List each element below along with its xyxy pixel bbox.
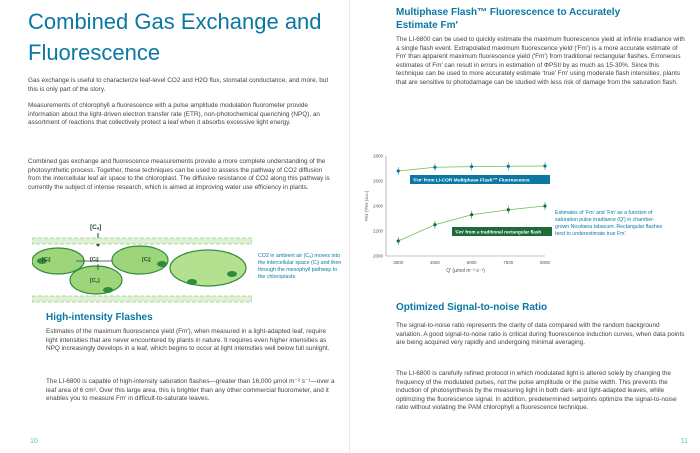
mesophyll-cell — [170, 250, 246, 286]
page-title: Combined Gas Exchange and Fluorescence — [28, 9, 322, 65]
y-tick-label: 2000 — [372, 253, 383, 259]
y-tick-label: 2800 — [372, 153, 383, 159]
x-tick-label: 6000 — [466, 260, 477, 265]
flashes-paragraph-1: Estimates of the maximum fluorescence yield (Fm′), when measured in a light-adapted leaf, require light intensities that are never encountered by plants in nature. It requires even higher intensities as NPQ increasingly develops in a leaf, which begins to occur at light intensities well below full sunlight. — [46, 328, 330, 352]
intro-paragraph-2: Measurements of chlorophyll a fluorescence with a pulse amplitude modulation fluorometer provide information about the light-driven electron transfer rate (ETR), non-photochemical quenching (NPQ), an assortment of reactions that collectively protect a leaf when it absorbs excessive light energy. — [28, 102, 320, 126]
ci-label-2: [Cᵢ] — [90, 257, 99, 263]
y-tick-label: 2200 — [372, 228, 383, 234]
signal-noise-paragraph-1: The signal-to-noise ratio represents the clarity of data compared with the random background variation. A good signal-to-noise ratio is critical during fluorescence induction curves, when data points are being acquired very rapidly and undergoing minimal averaging. — [396, 322, 685, 346]
page-number-left: 10 — [30, 438, 38, 445]
section-heading-multiphase: Multiphase Flash™ Fluorescence to Accurately Estimate Fm′ — [396, 7, 621, 31]
x-tick-label: 4500 — [429, 260, 440, 265]
signal-noise-paragraph-2: The LI-6800 is carefully refined protocol in which modulated light is altered solely by changing the frequency of the modulated pulses, not the pulse amplitude or the pulse width. This prevents the induction of photosynthesis by the measuring light in both dark- and light-adapted leaves, while optimizing the fluorescence signal. In addition, predetermined setpoints optimize the signal-to-noise ratio without violating the PAM chlorophyll a fluorescence technique. — [396, 370, 677, 411]
data-point — [470, 165, 473, 168]
chloroplast — [157, 261, 167, 267]
data-point — [397, 169, 400, 172]
data-point — [507, 165, 510, 168]
upper-epidermis — [32, 238, 252, 244]
multiphase-paragraph: The LI-6800 can be used to quickly estimate the maximum fluorescence yield at infinite irradiance with a single flash event. Extrapolated maximum fluorescence yield (′Fm′) is a more accurate estimate of Fm′ than apparent maximum fluorescence yield (′Fm′) from traditional rectangular flashes. Erroneous estimates of Fm′ can result in errors in estimation of ΦPSII by as much as 15-30%. Since this technique can be used to more accurately estimate ‘true’ Fm′ using moderate flash intensities, plants that are sensitive to photodamage can be studied with less risk of damage from the saturation flash. — [396, 36, 685, 86]
chloroplast — [227, 271, 237, 277]
data-point — [433, 223, 436, 226]
x-tick-label: 9000 — [539, 260, 551, 265]
page-number-right: 11 — [680, 438, 688, 445]
y-tick-label: 2600 — [372, 178, 383, 184]
ambient-co2-label: [Cₐ] — [90, 224, 102, 231]
lower-epidermis — [32, 296, 252, 302]
series-label: ′Fm′ from LI-COR Multiphase Flash™ Fluorescence — [413, 178, 530, 184]
data-point — [433, 166, 436, 169]
y-axis-label: ′Fm′ (′Fm′ (a.u.) — [364, 190, 369, 222]
data-point — [543, 204, 546, 207]
x-axis-label: Q′ (µmol m⁻² s⁻¹) — [446, 268, 485, 274]
intro-paragraph-1: Gas exchange is useful to characterize leaf-level CO2 and H2O flux, stomatal conductance, and more, but this is only part of the story. — [28, 77, 329, 93]
data-point — [470, 213, 473, 216]
chloroplast — [187, 279, 197, 285]
section-heading-high-intensity: High-intensity Flashes — [46, 312, 153, 323]
x-tick-label: 3000 — [393, 260, 404, 265]
flashes-paragraph-2: The LI-6800 is capable of high-intensity saturation flashes—greater than 16,000 µmol m⁻² s⁻¹—over a leaf area of 6 cm². Over this large area, this is brighter than any other commercial fluorometer, and it enables you to measure Fm′ in difficult-to-saturate leaves. — [46, 378, 335, 402]
series-label: ′Fm′ from a traditional rectangular flash — [455, 229, 542, 235]
mesophyll-cell — [112, 246, 168, 274]
diagram-caption: CO2 in ambient air (Cₐ) moves into the intercellular space (Cᵢ) and then through the mesophyll pathway to the chloroplasts. — [258, 253, 342, 280]
chart-caption: Estimates of ‘Fm’ and ‘Fm’ as a function of saturation pulse irradiance (Q′) in chamber-grown Nicotiana tabacum. Rectangular flashes tend to underestimate true Fm′. — [555, 210, 663, 237]
ci-label-1: [Cᵢ] — [42, 257, 51, 263]
chloroplast — [103, 287, 113, 293]
section-heading-signal-noise: Optimized Signal-to-noise Ratio — [396, 302, 548, 313]
intro-paragraph-3: Combined gas exchange and fluorescence measurements provide a more complete understanding of the photosynthetic process. Together, these techniques can be used to assess the pathway of CO2 diffusion from the intercellular leaf air space to the chloroplast. The diffusive resistance of CO2 along this pathway is currently the subject of intense research, which is aimed at improving water use efficiency in plants. — [28, 158, 330, 191]
ci-label-3: [Cᵢ] — [142, 257, 151, 263]
fm-chart-svg — [360, 146, 560, 276]
data-point — [397, 239, 400, 242]
leaf-cross-section — [32, 224, 252, 304]
data-point — [543, 164, 546, 167]
y-tick-label: 2400 — [372, 203, 383, 209]
data-point — [507, 208, 510, 211]
leaf-diffusion-diagram — [32, 224, 252, 304]
x-tick-label: 7500 — [503, 260, 514, 265]
cc-label: [C꜀] — [90, 278, 100, 284]
